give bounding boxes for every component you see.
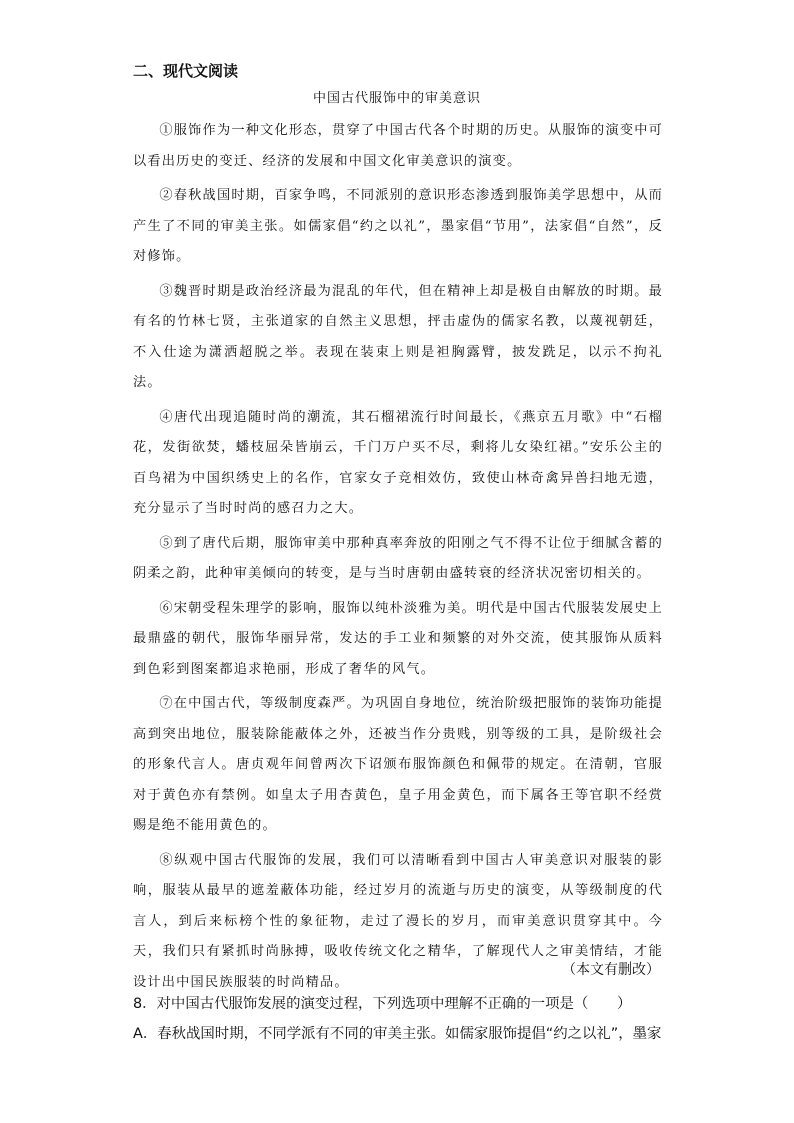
article-body (133, 116, 663, 1002)
paragraph-1: ①服饰作为一种文化形态，贯穿了中国古代各个时期的历史。从服饰的演变中可以看出历史的变迁、经济的发展和中国文化审美意识的演变。 (133, 123, 663, 169)
paragraph-3: ③魏晋时期是政治经济最为混乱的年代，但在精神上却是极自由解放的时期。最有名的竹林七贤，主张道家的自然主义思想，抨击虚伪的儒家名教，以蔑视朝廷，不入仕途为潇洒超脱之举。表现在装束上则是袒胸露臂，披发跣足，以示不拘礼法。 (133, 283, 663, 390)
question-stem: 8．对中国古代服饰发展的演变过程，下列选项中理解不正确的一项是（ ） (133, 996, 632, 1012)
paragraph-4: ④唐代出现追随时尚的潮流，其石榴裙流行时间最长，《燕京五月歌》中“石榴花，发街欲焚，蟠枝屈朵皆崩云，千门万户买不尽，剩将儿女染红裙。”安乐公主的百鸟裙为中国织绣史上的名作，官家女子竞相效仿，致使山林奇禽异兽扫地无遗，充分显示了当时时尚的感召力之大。 (133, 409, 663, 516)
paragraph-5: ⑤到了唐代后期，服饰审美中那种真率奔放的阳刚之气不得不让位于细腻含蓄的阴柔之韵，此种审美倾向的转变，是与当时唐朝由盛转衰的经济状况密切相关的。 (133, 535, 663, 581)
section-heading: 二、现代文阅读 (133, 62, 239, 80)
paragraph-7: ⑦在中国古代，等级制度森严。为巩固自身地位，统治阶级把服饰的装饰功能提高到突出地位，服装除能蔽体之外，还被当作分贵贱，别等级的工具，是阶级社会的形象代言人。唐贞观年间曾两次下诏颁布服饰颜色和佩带的规定。在清朝，官服对于黄色亦有禁例。如皇太子用杏黄色，皇子用金黄色，而下属各王等官职不经赏赐是绝不能用黄色的。 (133, 696, 663, 833)
source-note: （本文有删改） (562, 962, 660, 978)
paragraph-2: ②春秋战国时期，百家争鸣，不同派别的意识形态渗透到服饰美学思想中，从而产生了不同的审美主张。如儒家倡“约之以礼”，墨家倡“节用”，法家倡“自然”，反对修饰。 (133, 188, 663, 264)
question-option-a: A．春秋战国时期，不同学派有不同的审美主张。如儒家服饰提倡“约之以礼”，墨家 (133, 1026, 662, 1042)
paragraph-6: ⑥宋朝受程朱理学的影响，服饰以纯朴淡雅为美。明代是中国古代服装发展史上最鼎盛的朝代，服饰华丽异常，发达的手工业和频繁的对外交流，使其服饰从质料到色彩到图案都追求艳丽，形成了奢华的风气。 (133, 600, 663, 677)
paragraph-8: ⑧纵观中国古代服饰的发展，我们可以清晰看到中国古人审美意识对服装的影响，服装从最早的遮羞蔽体功能，经过岁月的流逝与历史的演变，从等级制度的代言人，到后来标榜个性的象征物，走过了漫长的岁月，而审美意识贯穿其中。今天，我们只有紧抓时尚脉搏，吸收传统文化之精华，了解现代人之审美情结，才能设计出中国民族服装的时尚精品。 (133, 852, 663, 990)
question-8 (133, 989, 663, 1049)
article-title: 中国古代服饰中的审美意识 (312, 91, 481, 106)
